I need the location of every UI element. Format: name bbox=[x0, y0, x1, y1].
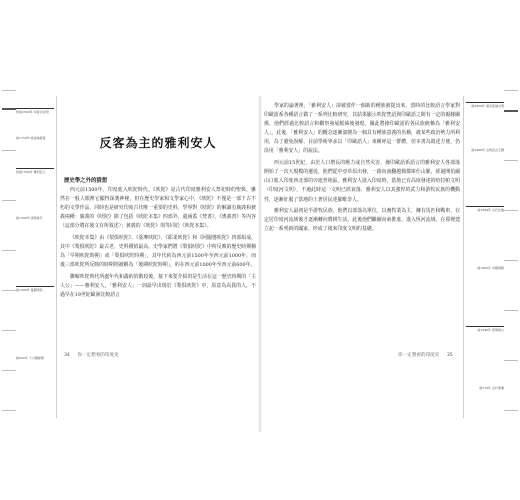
running-title: 你一定想看的印度史 bbox=[77, 353, 119, 358]
timeline-entry: 前1500年 吠陀時代 bbox=[16, 216, 43, 220]
paragraph: 雅利安人最初是半游牧民族，他們以部落為單位，以畜牧業為主，擁有馬匹和戰車，在定居印度河流域後才逐漸轉向農耕生活。此後他們繼續向東推進，進入恆河流域，在那裡建立起一系列新的國家，形成了後來印度文明的基礎。 bbox=[264, 208, 460, 233]
timeline-entry: 前1046年 西周建立 bbox=[466, 326, 504, 332]
paragraph: 西元前15世紀，由於人口增長的壓力或自然災害，操印歐語系語言的雅利安人各部落開始了一次大規模的遷徙，他們從中亞草原出發，一路向南翻越興都庫什山脈，經過開伯爾山口進入印度西北部的旁遮普地區。雅利安人進入印度時，當地已有高度發達的哈拉帕文明（印度河文明），不過此時這一文明已經衰落，雅利安人以其強悍的武力和游牧民族的機動性，逐漸征服了當地的土著居民達羅毗荼人。 bbox=[264, 160, 460, 203]
section-heading: 歷史學之外的猜想 bbox=[64, 178, 108, 184]
page-number: 34 bbox=[64, 353, 70, 358]
left-thumb-rail bbox=[2, 90, 16, 420]
right-footer bbox=[398, 352, 453, 358]
book-gutter bbox=[258, 96, 262, 432]
left-footer bbox=[64, 352, 119, 358]
timeline-entry: 約前1500年 雅利安人 bbox=[16, 168, 54, 174]
timeline-entry: 前776年 古代奧運 bbox=[479, 386, 504, 390]
right-body-text bbox=[264, 102, 460, 237]
left-page bbox=[60, 96, 256, 432]
paragraph: 西元前1500年，印度進入吠陀時代。《吠陀》是古代印度雅利安人祭祀時的聖典，雖然在一般人眼裡它顯得深奧神秘，但在歷史學家和文學家心中，《吠陀》不僅是一部千古不朽的文學作品，同時也是研究印度古代唯一重要的史料。學界對《吠陀》的解讀有廣義和狹義兩種：廣義的《吠陀》除了包括《吠陀本集》四部外，還涵蓋《梵書》、《奧義書》等內容（這部分將在後文有所敘述）；狹義的《吠陀》則等同於《吠陀本集》。 bbox=[60, 187, 256, 230]
left-timeline bbox=[16, 96, 57, 418]
right-timeline bbox=[463, 96, 504, 418]
left-body-text bbox=[60, 186, 256, 303]
right-page bbox=[264, 96, 460, 432]
timeline-entry: 前1894年 古巴比倫 bbox=[466, 206, 504, 212]
running-title: 你一定想看的印度史 bbox=[398, 353, 440, 358]
right-thumb-rail bbox=[504, 90, 518, 420]
timeline-entry: 前2686年 古埃及古王國 bbox=[471, 148, 504, 152]
timeline-entry: 前1750年 哈拉帕衰落 bbox=[16, 136, 46, 140]
timeline-entry: 前600年 十六國時期 bbox=[16, 356, 44, 360]
timeline-entry: 前1600年 中國商朝 bbox=[477, 266, 504, 270]
paragraph: 聯解吠陀時代所處年代和叢約的階段後，接下來要介紹的是生活在這一歷史時期的「主人公」——雅利安人。「雅利安人」一詞最早出現於《梨俱吠陀》中，原意為高貴的人，不過早在19世紀歐洲比較語言 bbox=[60, 274, 256, 299]
paragraph: 學家的論著裡，「雅利安人」卻被當作一個新的種族被提出來，當時的比較語言學家對印歐語系各種語言做了一系列比較研究，其結果顯示吠陀梵語與印歐語之間有一定的親緣關係，他們經過比較語言和觀察發展脈絡後發現，據此將操印歐語的各民族統稱為「雅利安人」。此後，「雅利安人」的概念逐漸演變為一個具有種族意義的名稱，被某些政治勢力所利用，為了避免誤解，目前學術界多以「印歐語人」來稱呼這一群體，但本書為敘述方便，仍沿用「雅利安人」的說法。 bbox=[264, 103, 460, 155]
timeline-entry: 前3000年 兩河流域文明 bbox=[466, 102, 504, 108]
page-number: 35 bbox=[446, 353, 453, 358]
paragraph: 《吠陀本集》由《梨俱吠陀》、《娑摩吠陀》、《耶柔吠陀》和《阿闥婆吠陀》四部組成，其中《梨俱吠陀》最古老，史料價值最高。史學家們將《梨俱吠陀》中所反映的歷史時期稱為「早期吠陀時期」或「梨俱吠陀時期」，其年代約為西元前1500年至西元前1000年，而後三部吠陀所反映的時期則被稱為「後期吠陀時期」，約在西元前1000年至西元前600年。 bbox=[60, 235, 256, 269]
chapter-title: 反客為主的雅利安人 bbox=[99, 136, 217, 150]
timeline-entry: 約前2500年 印度河文明 bbox=[16, 108, 54, 114]
timeline-entry: 前1000年 後期吠陀 bbox=[16, 286, 54, 292]
